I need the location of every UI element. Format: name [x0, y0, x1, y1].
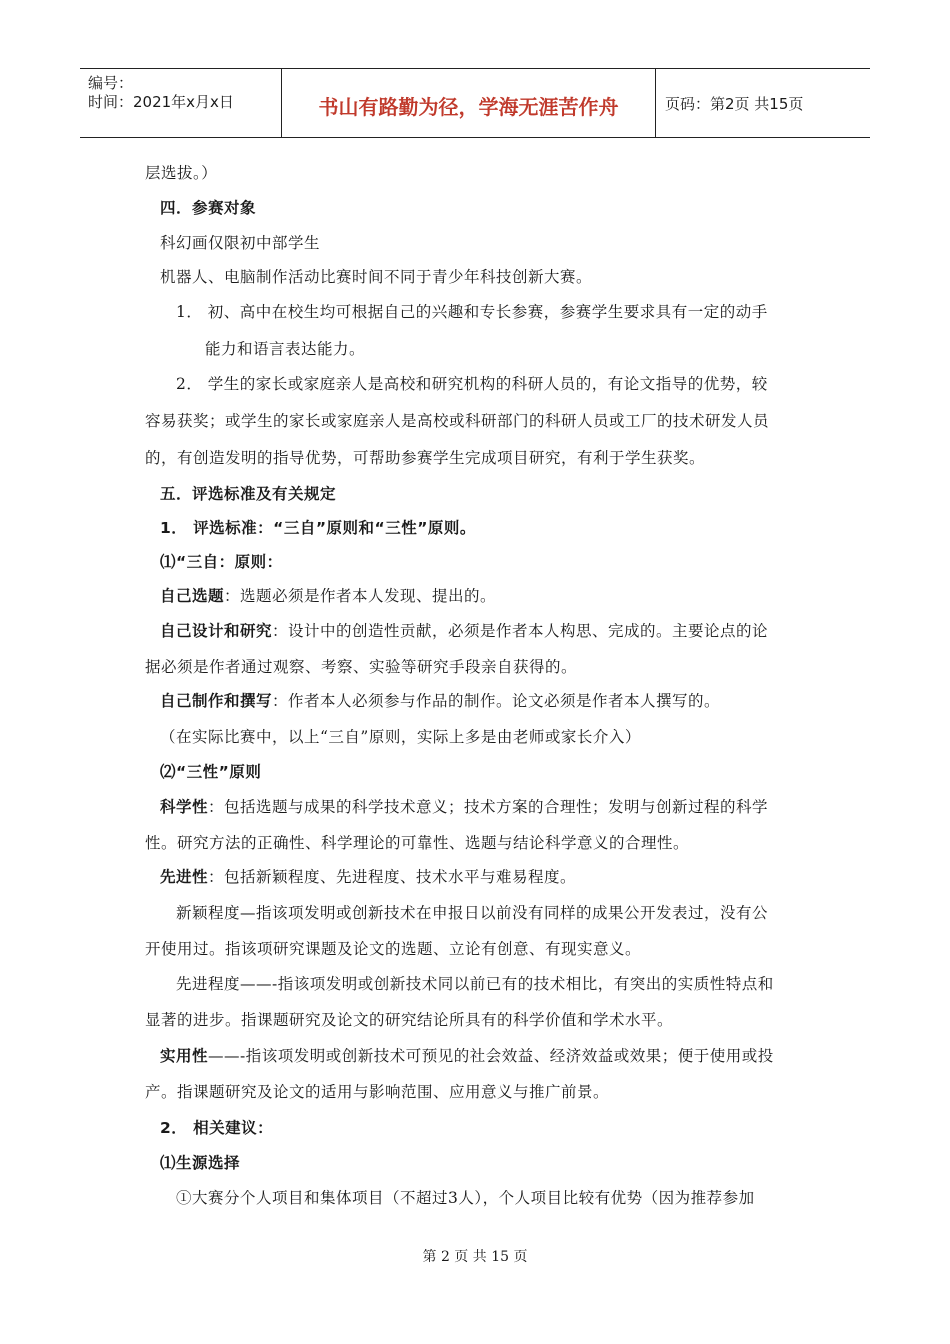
page-footer: 第 2 页 共 15 页 — [422, 1249, 528, 1265]
header-page-label: 页码：第2页 共15页 — [665, 95, 804, 113]
term-label: 先进性 — [160, 868, 209, 886]
definition-line — [160, 584, 496, 606]
subsection-heading: ⑴“三自：原则： — [160, 553, 283, 571]
text-line: （在实际比赛中，以上“三自”原则，实际上多是由老师或家长介入） — [160, 728, 641, 746]
term-text: ：包括新颖程度、先进程度、技术水平与难易程度。 — [208, 868, 577, 886]
text-line: 能力和语言表达能力。 — [205, 340, 366, 358]
subsection-heading: ⑵“三性”原则 — [160, 763, 262, 781]
subsection-heading: 2． 相关建议： — [160, 1119, 274, 1137]
text-line: 性。研究方法的正确性、科学理论的可靠性、选题与结论科学意义的合理性。 — [145, 834, 690, 852]
definition-line — [160, 689, 720, 711]
definition-line — [160, 865, 576, 887]
text-line: 开使用过。指该项研究课题及论文的选题、立论有创意、有现实意义。 — [145, 940, 642, 958]
number-label: 编号： — [88, 74, 134, 92]
section-heading: 五．评选标准及有关规定 — [160, 485, 337, 503]
header-page-cell — [655, 69, 870, 137]
header-motto-cell — [281, 69, 656, 137]
definition-line — [160, 619, 768, 641]
list-item: 2． 学生的家长或家庭亲人是高校和研究机构的科研人员的，有论文指导的优势，较 — [176, 375, 768, 393]
page-header — [80, 68, 870, 138]
term-label: 自己设计和研究 — [160, 622, 273, 640]
section-heading: 四．参赛对象 — [160, 199, 257, 217]
header-meta-cell — [80, 69, 280, 137]
text-line: 新颖程度—指该项发明或创新技术在申报日以前没有同样的成果公开发表过，没有公 — [176, 904, 769, 922]
text-line: 产。指课题研究及论文的适用与影响范围、应用意义与推广前景。 — [145, 1083, 610, 1101]
term-text: ：选题必须是作者本人发现、提出的。 — [224, 587, 497, 605]
subsection-heading: 1． 评选标准：“三自”原则和“三性”原则。 — [160, 519, 476, 537]
definition-line — [160, 1044, 774, 1066]
term-text: ：作者本人必须参与作品的制作。论文必须是作者本人撰写的。 — [272, 692, 721, 710]
header-motto: 书山有路勤为径，学海无涯苦作舟 — [318, 95, 619, 119]
text-line: 显著的进步。指课题研究及论文的研究结论所具有的科学价值和学术水平。 — [145, 1011, 674, 1029]
definition-line — [160, 795, 768, 817]
term-text: ：设计中的创造性贡献，必须是作者本人构思、完成的。主要论点的论 — [272, 622, 769, 640]
text-line: ①大赛分个人项目和集体项目（不超过3人），个人项目比较有优势（因为推荐参加 — [176, 1189, 755, 1207]
text-line: 科幻画仅限初中部学生 — [160, 234, 321, 252]
term-text: ——-指该项发明或创新技术可预见的社会效益、经济效益或效果；便于使用或投 — [208, 1047, 774, 1065]
text-line: 据必须是作者通过观察、考察、实验等研究手段亲自获得的。 — [145, 658, 578, 676]
text-line: 层选拔。） — [145, 164, 218, 182]
text-line: 先进程度——-指该项发明或创新技术同以前已有的技术相比，有突出的实质性特点和 — [176, 975, 774, 993]
text-line: 机器人、电脑制作活动比赛时间不同于青少年科技创新大赛。 — [160, 268, 593, 286]
term-label: 实用性 — [160, 1047, 209, 1065]
time-label: 时间：2021年x月x日 — [88, 93, 234, 111]
term-text: ：包括选题与成果的科学技术意义；技术方案的合理性；发明与创新过程的科学 — [208, 798, 769, 816]
subsection-heading: ⑴生源选择 — [160, 1154, 241, 1172]
term-label: 科学性 — [160, 798, 209, 816]
text-line: 容易获奖；或学生的家长或家庭亲人是高校或科研部门的科研人员或工厂的技术研发人员 — [145, 412, 770, 430]
term-label: 自己制作和撰写 — [160, 692, 273, 710]
term-label: 自己选题 — [160, 587, 225, 605]
text-line: 的，有创造发明的指导优势，可帮助参赛学生完成项目研究，有利于学生获奖。 — [145, 449, 706, 467]
list-item: 1． 初、高中在校生均可根据自己的兴趣和专长参赛，参赛学生要求具有一定的动手 — [176, 303, 768, 321]
